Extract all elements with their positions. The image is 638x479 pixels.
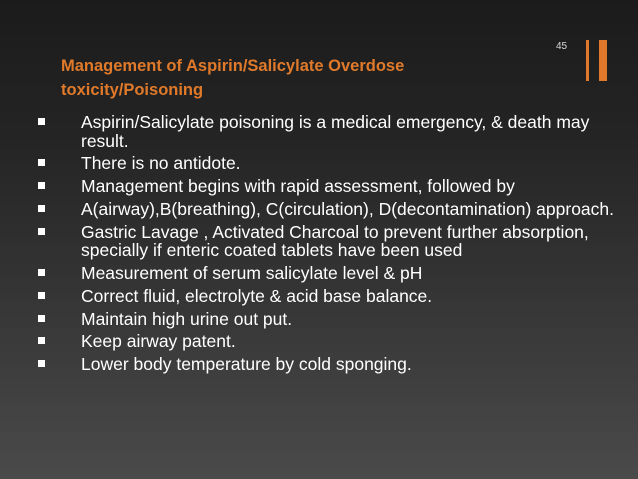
slide-title: Management of Aspirin/Salicylate Overdose toxicity/Poisoning [61, 57, 405, 99]
bullet-text: Maintain high urine out put. [81, 308, 293, 329]
bullet-text: Measurement of serum salicylate level & pH [81, 262, 423, 283]
bullet-item [0, 177, 630, 196]
bullet-text: Aspirin/Salicylate poisoning is a medical emergency, & death may result. [81, 112, 590, 151]
bullet-item [0, 154, 630, 173]
bullet-text: Management begins with rapid assessment, followed by [81, 176, 515, 197]
bullet-item [0, 200, 630, 219]
accent-bar-thick [599, 40, 607, 81]
bullet-text: Keep airway patent. [81, 331, 236, 352]
bullet-text: There is no antidote. [81, 153, 241, 174]
bullet-item [0, 287, 630, 306]
bullet-item [0, 355, 630, 374]
bullet-item [0, 332, 630, 351]
bullet-text: Gastric Lavage , Activated Charcoal to prevent further absorption, specially if enteric coated tablets have been used [81, 221, 589, 261]
accent-bar-thin [586, 40, 589, 81]
bullet-text: Correct fluid, electrolyte & acid base balance. [81, 285, 433, 306]
square-bullet-icon [38, 269, 45, 276]
bullet-item [0, 264, 630, 283]
slide-number: 45 [556, 41, 568, 52]
square-bullet-icon [38, 292, 45, 299]
bullet-item [0, 113, 630, 150]
square-bullet-icon [38, 159, 45, 166]
square-bullet-icon [38, 228, 45, 235]
square-bullet-icon [38, 315, 45, 322]
bullet-item [0, 310, 630, 329]
bullet-text: Lower body temperature by cold sponging. [81, 354, 412, 375]
square-bullet-icon [38, 182, 45, 189]
bullet-list [0, 113, 630, 378]
bullet-text: A(airway),B(breathing), C(circulation), D(decontamination) approach. [81, 198, 614, 219]
square-bullet-icon [38, 118, 45, 125]
square-bullet-icon [38, 360, 45, 367]
square-bullet-icon [38, 337, 45, 344]
bullet-item [0, 223, 630, 260]
square-bullet-icon [38, 205, 45, 212]
